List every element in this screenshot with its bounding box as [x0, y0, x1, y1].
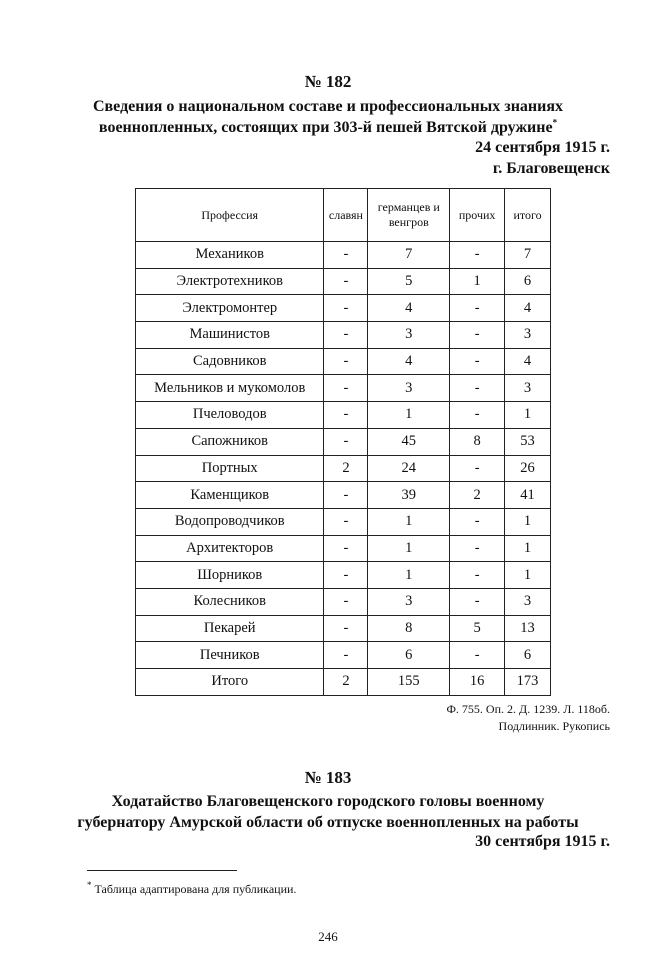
count-cell: 1: [368, 562, 450, 589]
archive-reference: Ф. 755. Оп. 2. Д. 1239. Л. 118об.: [446, 702, 610, 716]
header-profession: Профессия: [136, 189, 324, 242]
count-cell: 6: [505, 268, 551, 295]
count-cell: -: [324, 242, 368, 269]
table-row: [136, 562, 551, 589]
count-cell: 6: [368, 642, 450, 669]
count-cell: -: [324, 588, 368, 615]
count-cell: -: [324, 268, 368, 295]
table-row: [136, 669, 551, 696]
header-slavs: славян: [324, 189, 368, 242]
document-title-line-1: Сведения о национальном составе и профессиональных знаниях: [92, 98, 563, 115]
count-cell: 4: [505, 295, 551, 322]
count-cell: 1: [450, 268, 505, 295]
table-row: [136, 428, 551, 455]
count-cell: -: [324, 322, 368, 349]
profession-cell: Колесников: [136, 588, 324, 615]
count-cell: 3: [368, 375, 450, 402]
count-cell: 1: [368, 402, 450, 429]
table-row: [136, 535, 551, 562]
count-cell: -: [324, 402, 368, 429]
count-cell: 1: [505, 562, 551, 589]
count-cell: -: [450, 322, 505, 349]
count-cell: -: [324, 535, 368, 562]
profession-cell: Пекарей: [136, 615, 324, 642]
document-2-title-line-1: Ходатайство Благовещенского городского головы военному: [111, 793, 545, 810]
count-cell: 1: [505, 402, 551, 429]
count-cell: 1: [505, 508, 551, 535]
count-cell: -: [450, 295, 505, 322]
table-row: [136, 402, 551, 429]
count-cell: -: [324, 508, 368, 535]
count-cell: 8: [368, 615, 450, 642]
table-row: [136, 455, 551, 482]
count-cell: 2: [324, 669, 368, 696]
footnote-divider: [87, 870, 237, 871]
profession-cell: Каменщиков: [136, 482, 324, 509]
profession-cell: Печников: [136, 642, 324, 669]
document-place: г. Благовещенск: [492, 160, 610, 177]
profession-cell: Садовников: [136, 348, 324, 375]
count-cell: -: [324, 295, 368, 322]
count-cell: -: [324, 562, 368, 589]
header-others: прочих: [450, 189, 505, 242]
table-row: [136, 375, 551, 402]
count-cell: 16: [450, 669, 505, 696]
table-row: [136, 348, 551, 375]
count-cell: 3: [368, 588, 450, 615]
count-cell: 13: [505, 615, 551, 642]
count-cell: 3: [505, 375, 551, 402]
count-cell: -: [450, 508, 505, 535]
count-cell: -: [324, 428, 368, 455]
count-cell: 4: [368, 348, 450, 375]
profession-cell: Сапожников: [136, 428, 324, 455]
header-germans-hungarians: германцев и венгров: [368, 189, 450, 242]
count-cell: -: [450, 375, 505, 402]
count-cell: 5: [368, 268, 450, 295]
count-cell: 1: [368, 535, 450, 562]
document-number-2: № 183: [304, 768, 352, 787]
count-cell: 24: [368, 455, 450, 482]
profession-cell: Портных: [136, 455, 324, 482]
document-number: № 182: [304, 72, 352, 91]
profession-cell: Электромонтер: [136, 295, 324, 322]
count-cell: 2: [450, 482, 505, 509]
count-cell: 8: [450, 428, 505, 455]
count-cell: -: [324, 642, 368, 669]
document-title-line-2: военнопленных, состоящих при 303-й пешей Вятской дружине*: [98, 117, 558, 136]
count-cell: 3: [368, 322, 450, 349]
count-cell: 41: [505, 482, 551, 509]
count-cell: 7: [368, 242, 450, 269]
document-2-title-line-2: губернатору Амурской области об отпуске военнопленных на работы: [77, 814, 579, 831]
count-cell: 2: [324, 455, 368, 482]
profession-cell: Водопроводчиков: [136, 508, 324, 535]
table-row: [136, 242, 551, 269]
table-row: [136, 295, 551, 322]
profession-cell: Шорников: [136, 562, 324, 589]
count-cell: 1: [505, 535, 551, 562]
profession-cell: Машинистов: [136, 322, 324, 349]
count-cell: 5: [450, 615, 505, 642]
count-cell: -: [450, 535, 505, 562]
count-cell: -: [450, 562, 505, 589]
source-note: Подлинник. Рукопись: [498, 719, 610, 733]
count-cell: 4: [368, 295, 450, 322]
document-2-date: 30 сентября 1915 г.: [475, 833, 610, 850]
count-cell: -: [324, 375, 368, 402]
table-row: [136, 508, 551, 535]
profession-cell: Пчеловодов: [136, 402, 324, 429]
count-cell: 155: [368, 669, 450, 696]
profession-cell: Электротехников: [136, 268, 324, 295]
profession-cell: Механиков: [136, 242, 324, 269]
count-cell: 26: [505, 455, 551, 482]
table-row: [136, 322, 551, 349]
count-cell: 3: [505, 322, 551, 349]
count-cell: 7: [505, 242, 551, 269]
header-total: итого: [505, 189, 551, 242]
count-cell: -: [450, 588, 505, 615]
count-cell: -: [450, 348, 505, 375]
count-cell: -: [324, 615, 368, 642]
count-cell: -: [450, 242, 505, 269]
count-cell: -: [450, 455, 505, 482]
table-row: [136, 482, 551, 509]
table-row: [136, 615, 551, 642]
table-row: [136, 588, 551, 615]
footnote-mark: *: [552, 117, 558, 128]
count-cell: 3: [505, 588, 551, 615]
count-cell: 53: [505, 428, 551, 455]
count-cell: 173: [505, 669, 551, 696]
prisoners-table: [135, 188, 551, 696]
footnote: * Таблица адаптирована для публикации.: [87, 880, 297, 896]
count-cell: 1: [368, 508, 450, 535]
profession-cell: Итого: [136, 669, 324, 696]
count-cell: 45: [368, 428, 450, 455]
page-number: 246: [318, 929, 338, 944]
count-cell: 4: [505, 348, 551, 375]
table-row: [136, 642, 551, 669]
count-cell: -: [324, 482, 368, 509]
count-cell: 39: [368, 482, 450, 509]
count-cell: -: [450, 402, 505, 429]
table-row: [136, 268, 551, 295]
count-cell: -: [324, 348, 368, 375]
profession-cell: Архитекторов: [136, 535, 324, 562]
count-cell: 6: [505, 642, 551, 669]
count-cell: -: [450, 642, 505, 669]
document-date: 24 сентября 1915 г.: [475, 139, 610, 156]
table-header-row: [136, 189, 551, 242]
profession-cell: Мельников и мукомолов: [136, 375, 324, 402]
